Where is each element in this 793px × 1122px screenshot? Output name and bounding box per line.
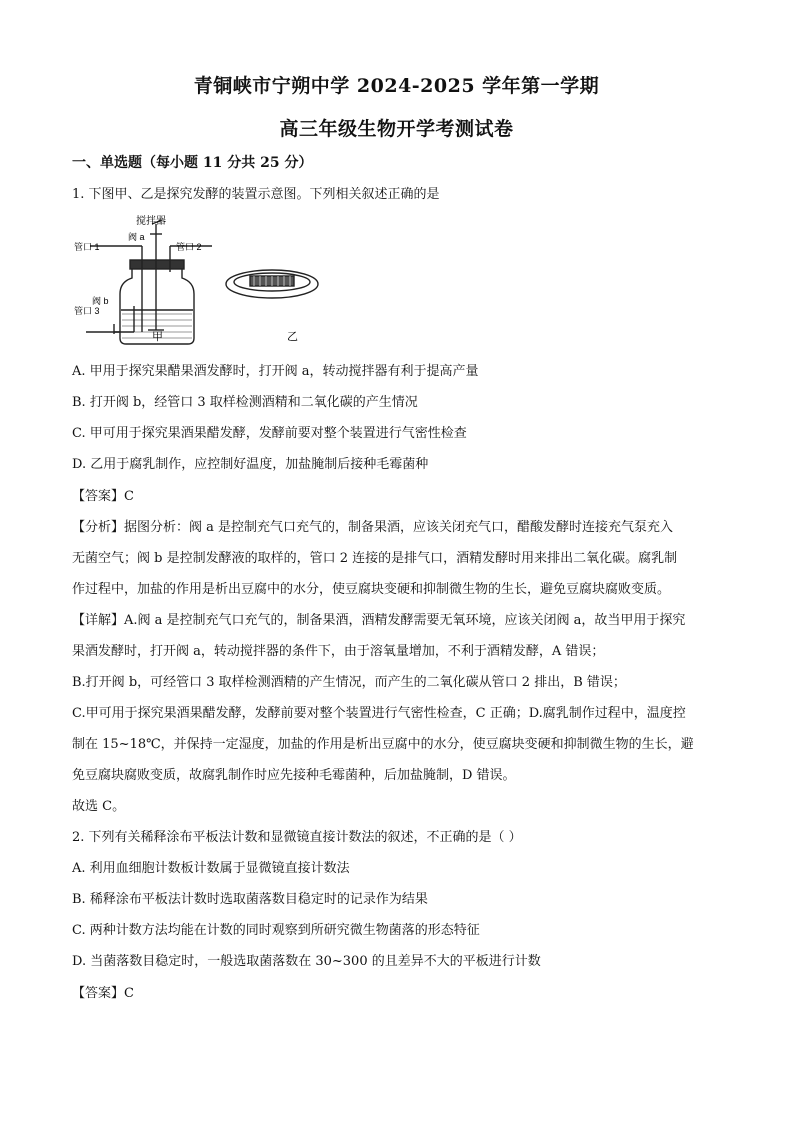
exam-subtitle: 高三年级生物开学考测试卷 xyxy=(279,118,514,140)
q1-stem: 1. 下图甲、乙是探究发酵的装置示意图。下列相关叙述正确的是 xyxy=(72,187,440,202)
q1-analysis-line: 【分析】据图分析：阀 a 是控制充气口充气的，制备果酒，应该关闭充气口，醋酸发酵时连接充气泵充入 xyxy=(72,520,674,535)
q2-option-a: A. 利用血细胞计数板计数属于显微镜直接计数法 xyxy=(72,861,350,876)
q2-stem: 2. 下列有关稀释涂布平板法计数和显微镜直接计数法的叙述，不正确的是（ ） xyxy=(72,830,522,845)
q1-detail-line: 制在 15~18℃，并保持一定湿度，加盐的作用是析出豆腐中的水分，使豆腐块变硬和抑制微生物的生长，避 xyxy=(72,737,694,752)
q2-option-d: D. 当菌落数目稳定时，一般选取菌落数在 30~300 的且差异不大的平板进行计数 xyxy=(72,954,541,969)
q1-analysis-line: 作过程中，加盐的作用是析出豆腐中的水分，使豆腐块变硬和抑制微生物的生长，避免豆腐块腐败变质。 xyxy=(72,582,671,597)
q1-analysis-line: 无菌空气；阀 b 是控制发酵液的取样的，管口 2 连接的是排气口，酒精发酵时用来排出二氧化碳。腐乳制 xyxy=(72,551,678,566)
q2-option-b: B. 稀释涂布平板法计数时选取菌落数目稳定时的记录作为结果 xyxy=(72,892,428,907)
q2-answer: 【答案】C xyxy=(72,986,134,1001)
label-stirrer: 搅拌器 xyxy=(136,216,166,227)
fermentation-apparatus-figure xyxy=(72,210,332,350)
q1-answer: 【答案】C xyxy=(72,489,134,504)
q1-conclusion: 故选 C。 xyxy=(72,799,126,814)
q1-detail-line: 【详解】A.阀 a 是控制充气口充气的，制备果酒，酒精发酵需要无氧环境，应该关闭阀 a，故当甲用于探究 xyxy=(72,613,686,628)
q1-detail-line: C.甲可用于探究果酒果醋发酵，发酵前要对整个装置进行气密性检查，C 正确；D.腐乳制作过程中，温度控 xyxy=(72,706,686,721)
label-valve-a: 阀 a xyxy=(128,232,145,242)
label-valve-b: 阀 b xyxy=(92,296,109,306)
q2-option-c: C. 两种计数方法均能在计数的同时观察到所研究微生物菌落的形态特征 xyxy=(72,923,480,938)
label-port2: 管口 2 xyxy=(176,242,202,252)
label-port1: 管口 1 xyxy=(74,242,100,252)
q1-detail-line: 免豆腐块腐败变质，故腐乳制作时应先接种毛霉菌种，后加盐腌制，D 错误。 xyxy=(72,768,516,783)
label-port3: 管口 3 xyxy=(74,306,100,316)
q1-detail-line: 果酒发酵时，打开阀 a，转动搅拌器的条件下，由于溶氧量增加，不利于酒精发酵，A 错误； xyxy=(72,644,605,659)
label-jia: 甲 xyxy=(152,331,163,343)
q1-detail-line: B.打开阀 b，可经管口 3 取样检测酒精的产生情况，而产生的二氧化碳从管口 2 排出，B 错误； xyxy=(72,675,626,690)
section-heading: 一、单选题（每小题 11 分共 25 分） xyxy=(72,155,313,171)
q1-option-a: A. 甲用于探究果醋果酒发酵时，打开阀 a，转动搅拌器有利于提高产量 xyxy=(72,364,479,379)
label-yi: 乙 xyxy=(287,331,298,343)
q1-option-c: C. 甲可用于探究果酒果醋发酵，发酵前要对整个装置进行气密性检查 xyxy=(72,426,467,441)
exam-title: 青铜峡市宁朔中学 2024-2025 学年第一学期 xyxy=(193,75,600,97)
q1-option-b: B. 打开阀 b，经管口 3 取样检测酒精和二氧化碳的产生情况 xyxy=(72,395,418,410)
q1-option-d: D. 乙用于腐乳制作，应控制好温度，加盐腌制后接种毛霉菌种 xyxy=(72,457,429,472)
